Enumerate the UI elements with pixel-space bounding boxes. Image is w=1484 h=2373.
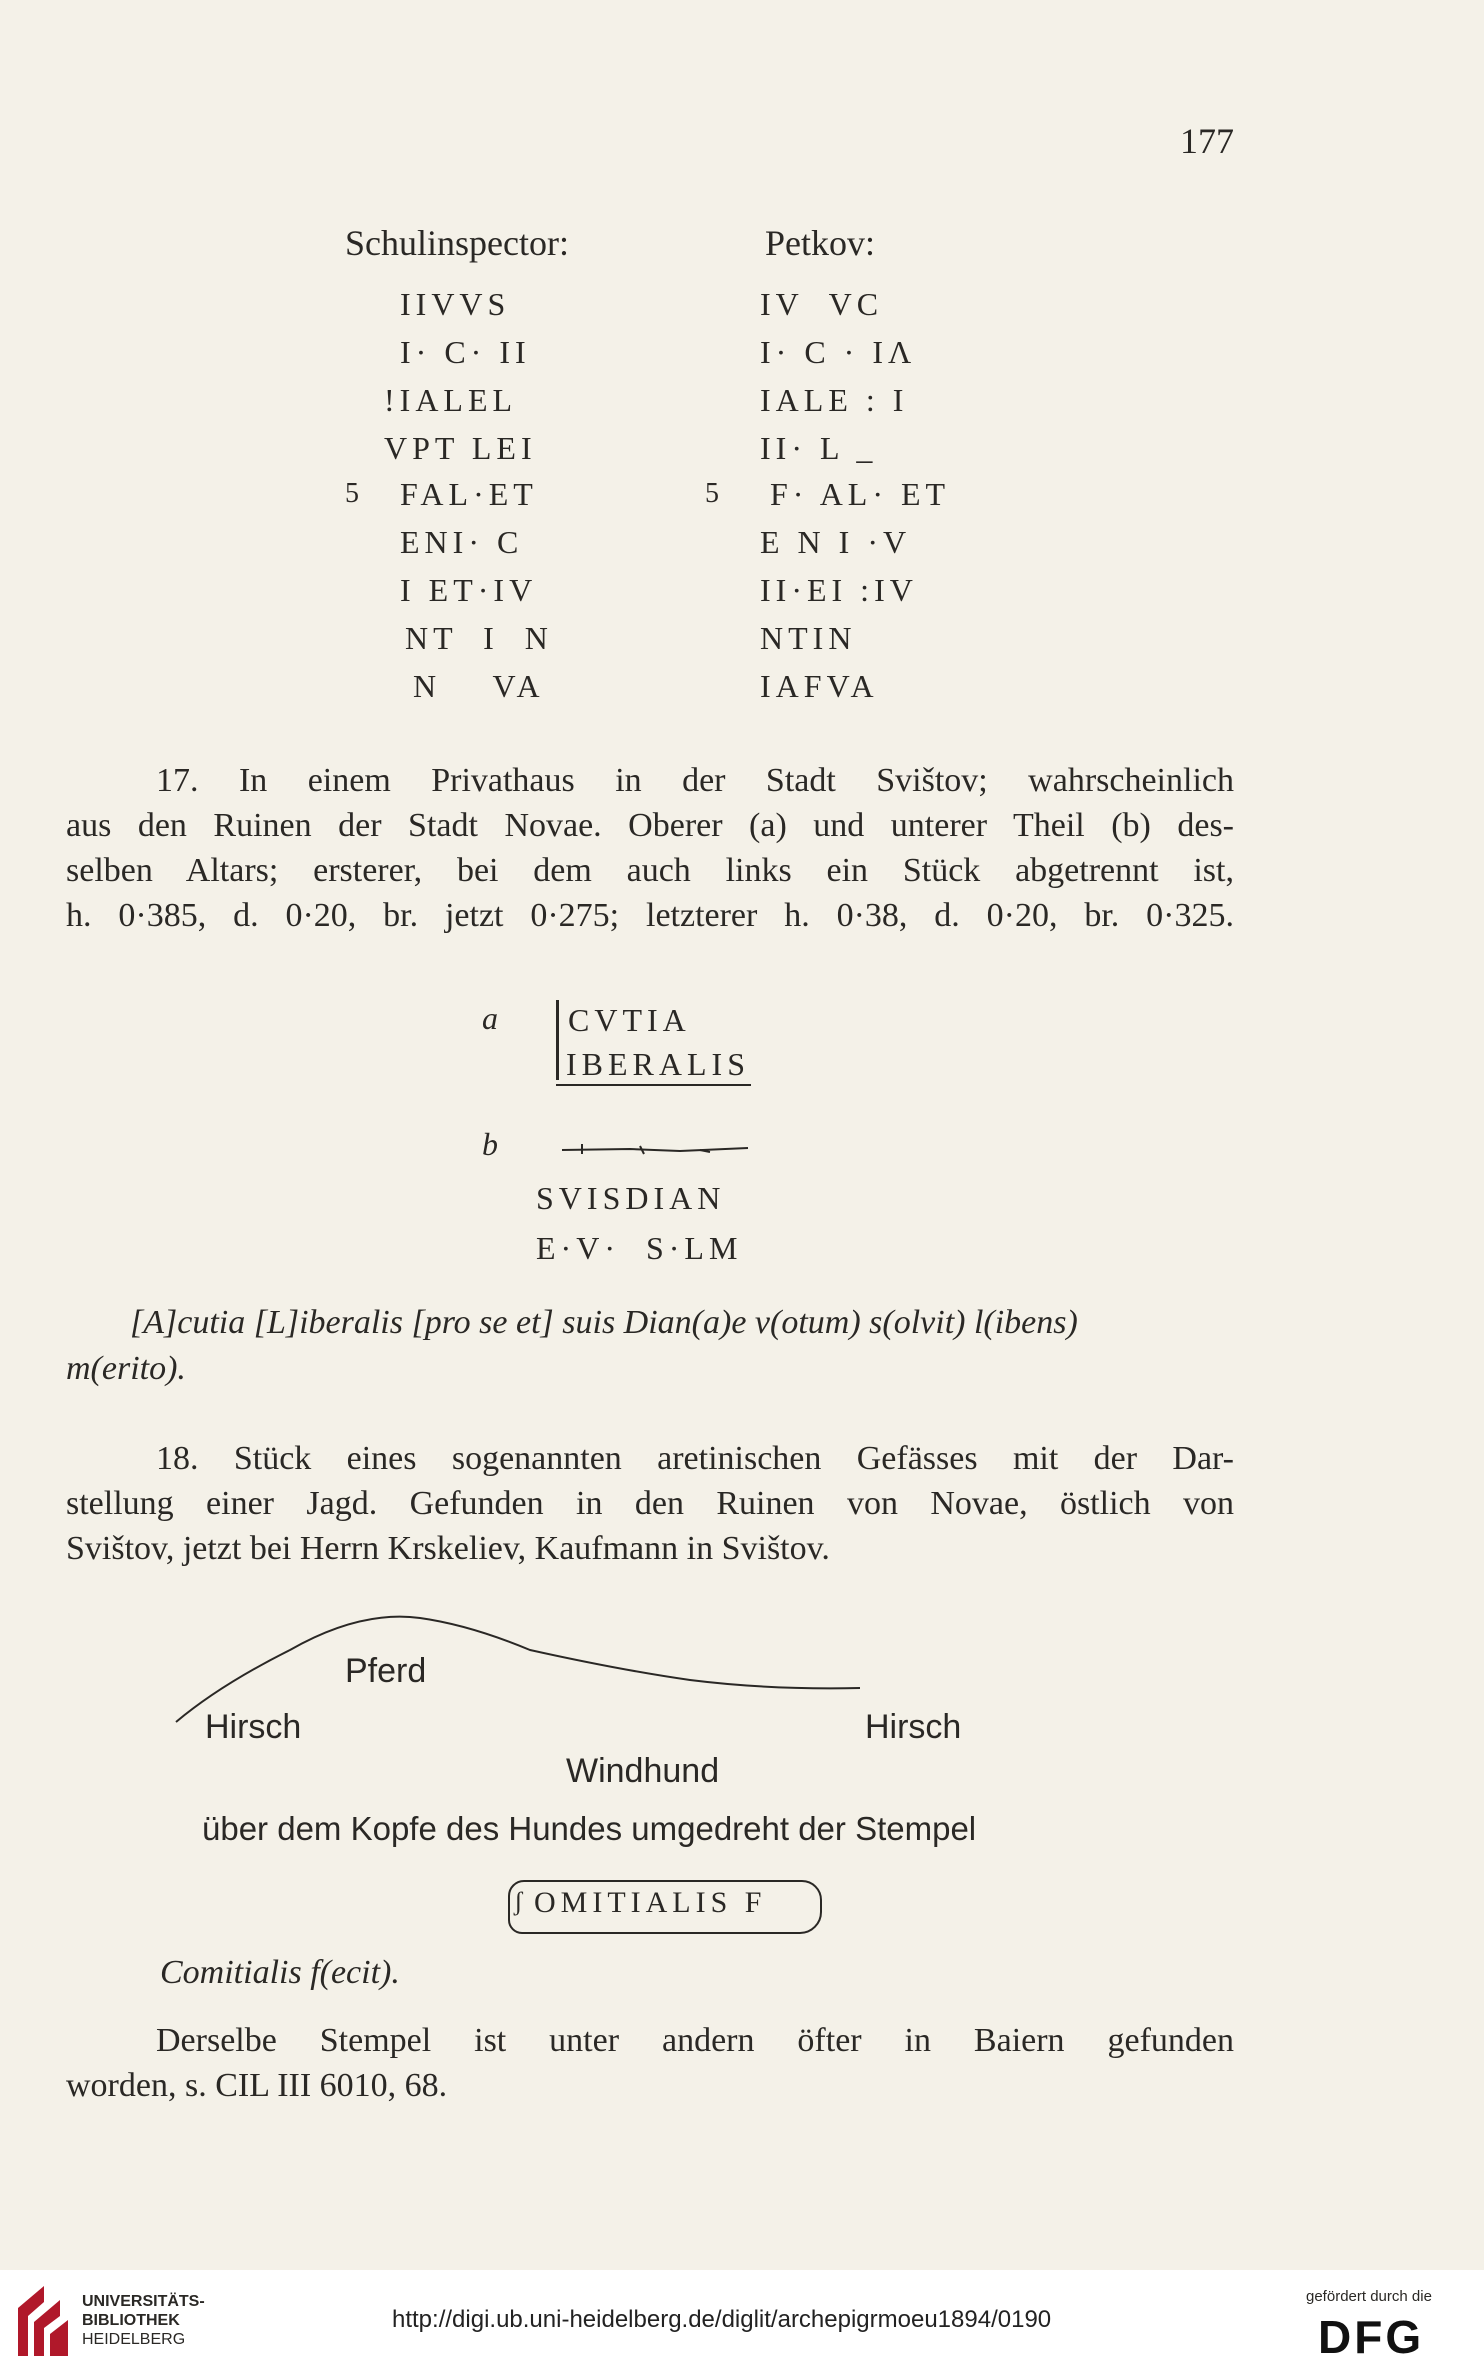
page-number: 177 [1180,121,1234,161]
library-line: BIBLIOTHEK [82,2312,180,2329]
text-line: selben Altars; ersterer, bei dem auch links ein Stück abgetrennt ist, [66,852,1234,889]
line-number: 5 [705,478,719,509]
section-18-paragraph [66,1436,1234,1571]
library-logo-icon [14,2282,72,2360]
text-line: Derselbe Stempel ist unter andern öfter in Baiern gefunden [156,2022,1234,2059]
inscription-line: IIVVS [400,286,511,322]
right-column-header: Petkov: [765,223,876,263]
inscription-line: F· AL· ET [770,476,951,512]
inscription-line: II· L _ [760,430,878,466]
footer-bar [0,2270,1484,2373]
fragment-bottom-line [556,1084,751,1086]
inscription-line: I ET·IV [400,572,538,608]
sketch-label-hirsch-left: Hirsch [205,1708,302,1746]
library-line: UNIVERSITÄTS- [82,2293,205,2310]
text-line: h. 0·385, d. 0·20, br. jetzt 0·275; letzterer h. 0·38, d. 0·20, br. 0·325. [66,897,1234,934]
sketch-caption: über dem Kopfe des Hundes umgedreht der Stempel [202,1810,977,1847]
inscription-line: IAFVA [760,668,879,704]
damaged-line-sketch [560,1140,750,1160]
inscription-line: IALE : I [760,382,909,418]
inscription-line: NT I N [405,620,553,656]
stamp-text: OMITIALIS F [534,1886,767,1919]
left-column-header: Schulinspector: [345,223,569,263]
digital-url-link[interactable]: http://digi.ub.uni-heidelberg.de/diglit/archepigrmoeu1894/0190 [392,2306,1052,2333]
inscription-line: VPT LEI [384,430,537,466]
label-a: a [482,1000,498,1036]
inscription-a-line: CVTIA [568,1002,691,1038]
text-line: worden, s. CIL III 6010, 68. [66,2067,448,2104]
dfg-logo: DFG [1318,2311,1425,2363]
label-b: b [482,1126,498,1162]
sketch-label-pferd: Pferd [345,1652,427,1690]
library-line: HEIDELBERG [82,2331,186,2348]
inscription-b-line: E·V· S·LM [536,1230,743,1266]
text-line: 18. Stück eines sogenannten aretinischen Gefässes mit der Dar- [156,1440,1234,1477]
fragment-edge-line [556,1000,559,1080]
reading-line-1: [A]cutia [L]iberalis [pro se et] suis Dian(a)e v(otum) s(olvit) l(ibens) [130,1304,1078,1341]
inscription-line: NTIN [760,620,857,656]
inscription-line: I· C· II [400,334,531,370]
inscription-a-line: IBERALIS [566,1046,750,1082]
inscription-line: ENI· C [400,524,524,560]
text-line: aus den Ruinen der Stadt Novae. Oberer (a) und unterer Theil (b) des- [66,807,1234,844]
inscription-line: !IALEL [384,382,518,418]
sketch-label-hirsch-right: Hirsch [865,1708,962,1746]
line-number: 5 [345,478,359,509]
inscription-line: II·EI :IV [760,572,918,608]
reversed-c-glyph: ʃ [514,1887,523,1916]
text-line: 17. In einem Privathaus in der Stadt Svištov; wahrscheinlich [156,762,1234,799]
inscription-line: FAL·ET [400,476,538,512]
text-line: Svištov, jetzt bei Herrn Krskeliev, Kaufmann in Svištov. [66,1530,830,1567]
inscription-line: IV VC [760,286,884,322]
library-name [82,2292,205,2349]
funded-by-text: gefördert durch die [1306,2288,1432,2305]
closing-paragraph [66,2018,1234,2108]
inscription-line: I· C · IΛ [760,334,917,370]
sketch-label-windhund: Windhund [566,1752,720,1790]
section-17-paragraph [66,758,1234,938]
reading-line-2: m(erito). [66,1350,186,1387]
stamp-reading: Comitialis f(ecit). [160,1954,400,1991]
inscription-line: N VA [413,668,545,704]
inscription-b-line: SVISDIAN [536,1180,726,1216]
text-line: stellung einer Jagd. Gefunden in den Ruinen von Novae, östlich von [66,1485,1234,1522]
inscription-line: E N I ·V [760,524,912,560]
